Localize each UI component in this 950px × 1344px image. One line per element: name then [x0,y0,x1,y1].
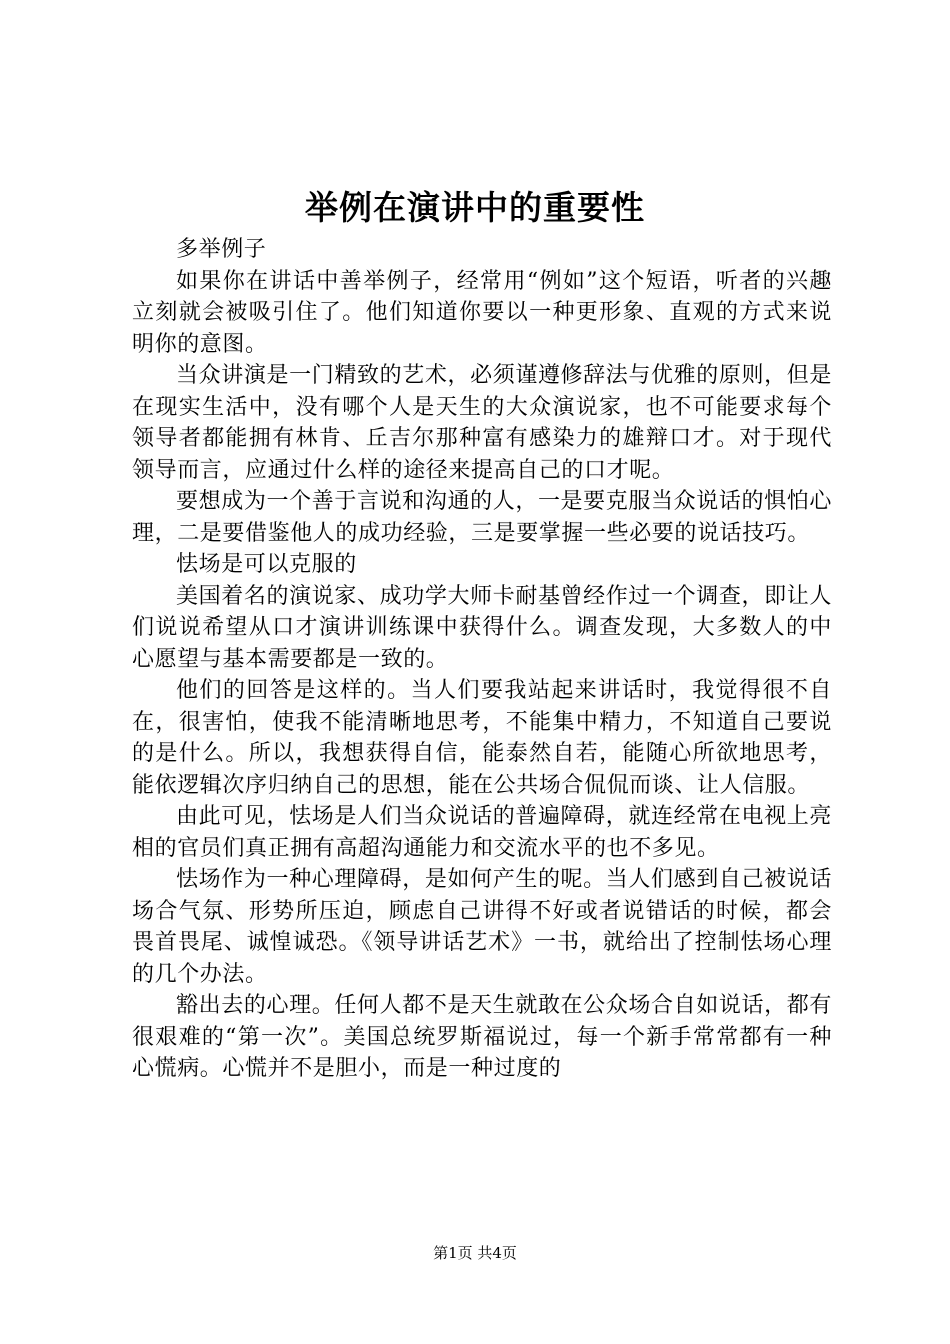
paragraph: 怯场作为一种心理障碍，是如何产生的呢。当人们感到自己被说话场合气氛、形势所压迫，顾虑自己讲得不好或者说错话的时候，都会畏首畏尾、诚惶诚恐。《领导讲话艺术》一书，就给出了控制怯场心理的几个办法。 [132,867,832,987]
document-title: 举例在演讲中的重要性 [305,188,645,227]
paragraph: 由此可见，怯场是人们当众说话的普遍障碍，就连经常在电视上亮相的官员们真正拥有高超沟通能力和交流水平的也不多见。 [132,804,832,861]
paragraph: 当众讲演是一门精致的艺术，必须谨遵修辞法与优雅的原则，但是在现实生活中，没有哪个人是天生的大众演说家，也不可能要求每个领导者都能拥有林肯、丘吉尔那种富有感染力的雄辩口才。对于现代领导而言，应通过什么样的途径来提高自己的口才呢。 [132,363,832,483]
paragraph-heading-examples: 多举例子 [176,237,267,262]
paragraph: 如果你在讲话中善举例子，经常用“例如”这个短语，听者的兴趣立刻就会被吸引住了。他们知道你要以一种更形象、直观的方式来说明你的意图。 [132,268,832,357]
paragraph: 他们的回答是这样的。当人们要我站起来讲话时，我觉得很不自在，很害怕，使我不能清晰地思考，不能集中精力，不知道自己要说的是什么。所以，我想获得自信，能泰然自若，能随心所欲地思考，能依逻辑次序归纳自己的思想，能在公共场合侃侃而谈、让人信服。 [132,678,832,798]
paragraph: 要想成为一个善于言说和沟通的人，一是要克服当众说话的惧怕心理，二是要借鉴他人的成功经验，三是要掌握一些必要的说话技巧。 [132,489,832,546]
paragraph-heading-stage-fright: 怯场是可以克服的 [176,552,357,577]
paragraph: 豁出去的心理。任何人都不是天生就敢在公众场合自如说话，都有很艰难的“第一次”。美国总统罗斯福说过，每一个新手常常都有一种心慌病。心慌并不是胆小，而是一种过度的 [132,993,832,1081]
paragraph: 美国着名的演说家、成功学大师卡耐基曾经作过一个调查，即让人们说说希望从口才演讲训练课中获得什么。调查发现，大多数人的中心愿望与基本需要都是一致的。 [132,583,832,672]
page-footer: 第1页 共4页 [433,1244,517,1262]
document-body [132,234,832,1085]
